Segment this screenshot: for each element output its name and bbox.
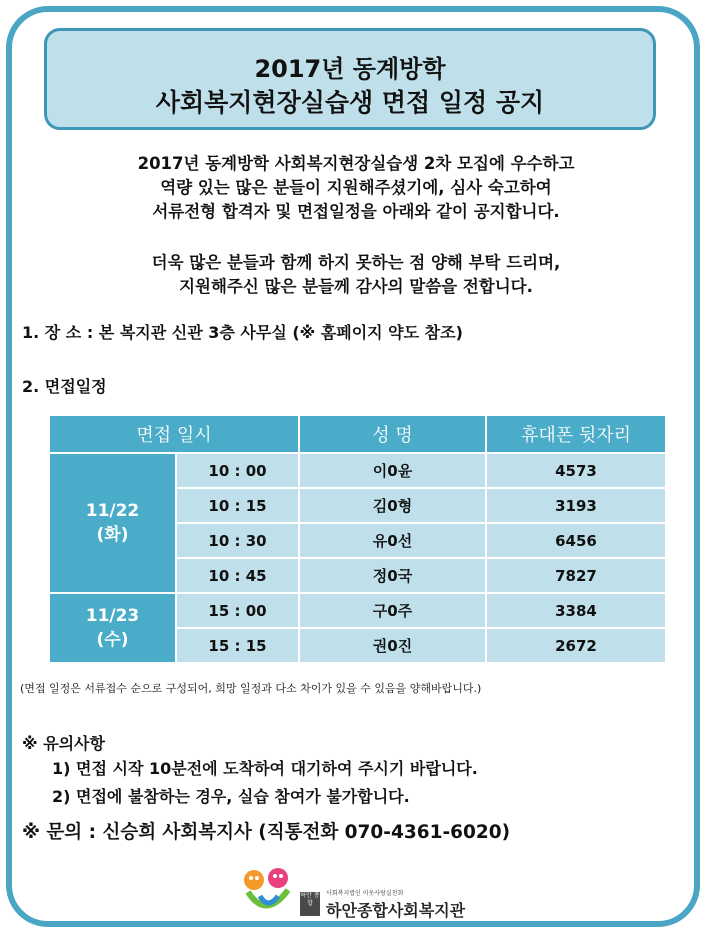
phone-cell: 7827 bbox=[486, 558, 666, 593]
table-row bbox=[49, 453, 666, 488]
logo-name: 하안종합사회복지관 bbox=[326, 901, 466, 920]
name-cell: 김0형 bbox=[299, 488, 486, 523]
time-cell: 10 : 00 bbox=[176, 453, 299, 488]
date-cell bbox=[49, 593, 176, 663]
phone-cell: 3384 bbox=[486, 593, 666, 628]
time-cell: 10 : 45 bbox=[176, 558, 299, 593]
logo-small-text: 사회복지법인 이웃사랑실천회 bbox=[326, 890, 404, 897]
phone-cell: 3193 bbox=[486, 488, 666, 523]
logo-figures-icon bbox=[240, 866, 296, 920]
intro-paragraph-2 bbox=[20, 251, 692, 299]
time-cell: 15 : 00 bbox=[176, 593, 299, 628]
phone-cell: 6456 bbox=[486, 523, 666, 558]
schedule-note: (면접 일정은 서류접수 순으로 구성되어, 희망 일정과 다소 차이가 있을 수 있음을 양해바랍니다.) bbox=[20, 682, 482, 695]
logo-badge: 하안 종합 bbox=[300, 892, 320, 916]
time-cell: 10 : 15 bbox=[176, 488, 299, 523]
schedule-table bbox=[48, 414, 667, 664]
intro-line: 지원해주신 많은 분들께 감사의 말씀을 전합니다. bbox=[179, 277, 533, 296]
day-text: (화) bbox=[96, 525, 129, 545]
name-cell: 구0주 bbox=[299, 593, 486, 628]
time-cell: 10 : 30 bbox=[176, 523, 299, 558]
table-header-row bbox=[49, 415, 666, 453]
intro-line: 더욱 많은 분들과 함께 하지 못하는 점 양해 부탁 드리며, bbox=[151, 253, 561, 272]
title-line-2: 사회복지현장실습생 면접 일정 공지 bbox=[155, 88, 545, 117]
intro-line: 서류전형 합격자 및 면접일정을 아래와 같이 공지합니다. bbox=[152, 202, 560, 221]
section-schedule-heading: 2. 면접일정 bbox=[22, 377, 107, 396]
name-cell: 유0선 bbox=[299, 523, 486, 558]
name-cell: 권0진 bbox=[299, 628, 486, 663]
title-box bbox=[44, 28, 656, 130]
caution-item: 2) 면접에 불참하는 경우, 실습 참여가 불가합니다. bbox=[52, 787, 410, 806]
time-cell: 15 : 15 bbox=[176, 628, 299, 663]
phone-cell: 4573 bbox=[486, 453, 666, 488]
intro-paragraph-1 bbox=[20, 152, 692, 224]
title-line-1: 2017년 동계방학 bbox=[254, 55, 446, 83]
date-cell bbox=[49, 453, 176, 593]
contact-info: ※ 문의 : 신승희 사회복지사 (직통전화 070-4361-6020) bbox=[22, 822, 511, 843]
header-phone: 휴대폰 뒷자리 bbox=[486, 415, 666, 453]
date-text: 11/23 bbox=[85, 606, 140, 626]
organization-logo bbox=[238, 866, 478, 920]
caution-title: ※ 유의사항 bbox=[22, 734, 105, 753]
caution-item: 1) 면접 시작 10분전에 도착하여 대기하여 주시기 바랍니다. bbox=[52, 759, 478, 778]
date-text: 11/22 bbox=[85, 501, 140, 521]
name-cell: 정0국 bbox=[299, 558, 486, 593]
header-datetime: 면접 일시 bbox=[49, 415, 299, 453]
intro-line: 역량 있는 많은 분들이 지원해주셨기에, 심사 숙고하여 bbox=[160, 178, 552, 197]
intro-line: 2017년 동계방학 사회복지현장실습생 2차 모집에 우수하고 bbox=[137, 154, 575, 173]
phone-cell: 2672 bbox=[486, 628, 666, 663]
header-name: 성 명 bbox=[299, 415, 486, 453]
name-cell: 이0윤 bbox=[299, 453, 486, 488]
day-text: (수) bbox=[96, 630, 129, 650]
section-location: 1. 장 소 : 본 복지관 신관 3층 사무실 (※ 홈페이지 약도 참조) bbox=[22, 323, 463, 342]
table-row bbox=[49, 593, 666, 628]
